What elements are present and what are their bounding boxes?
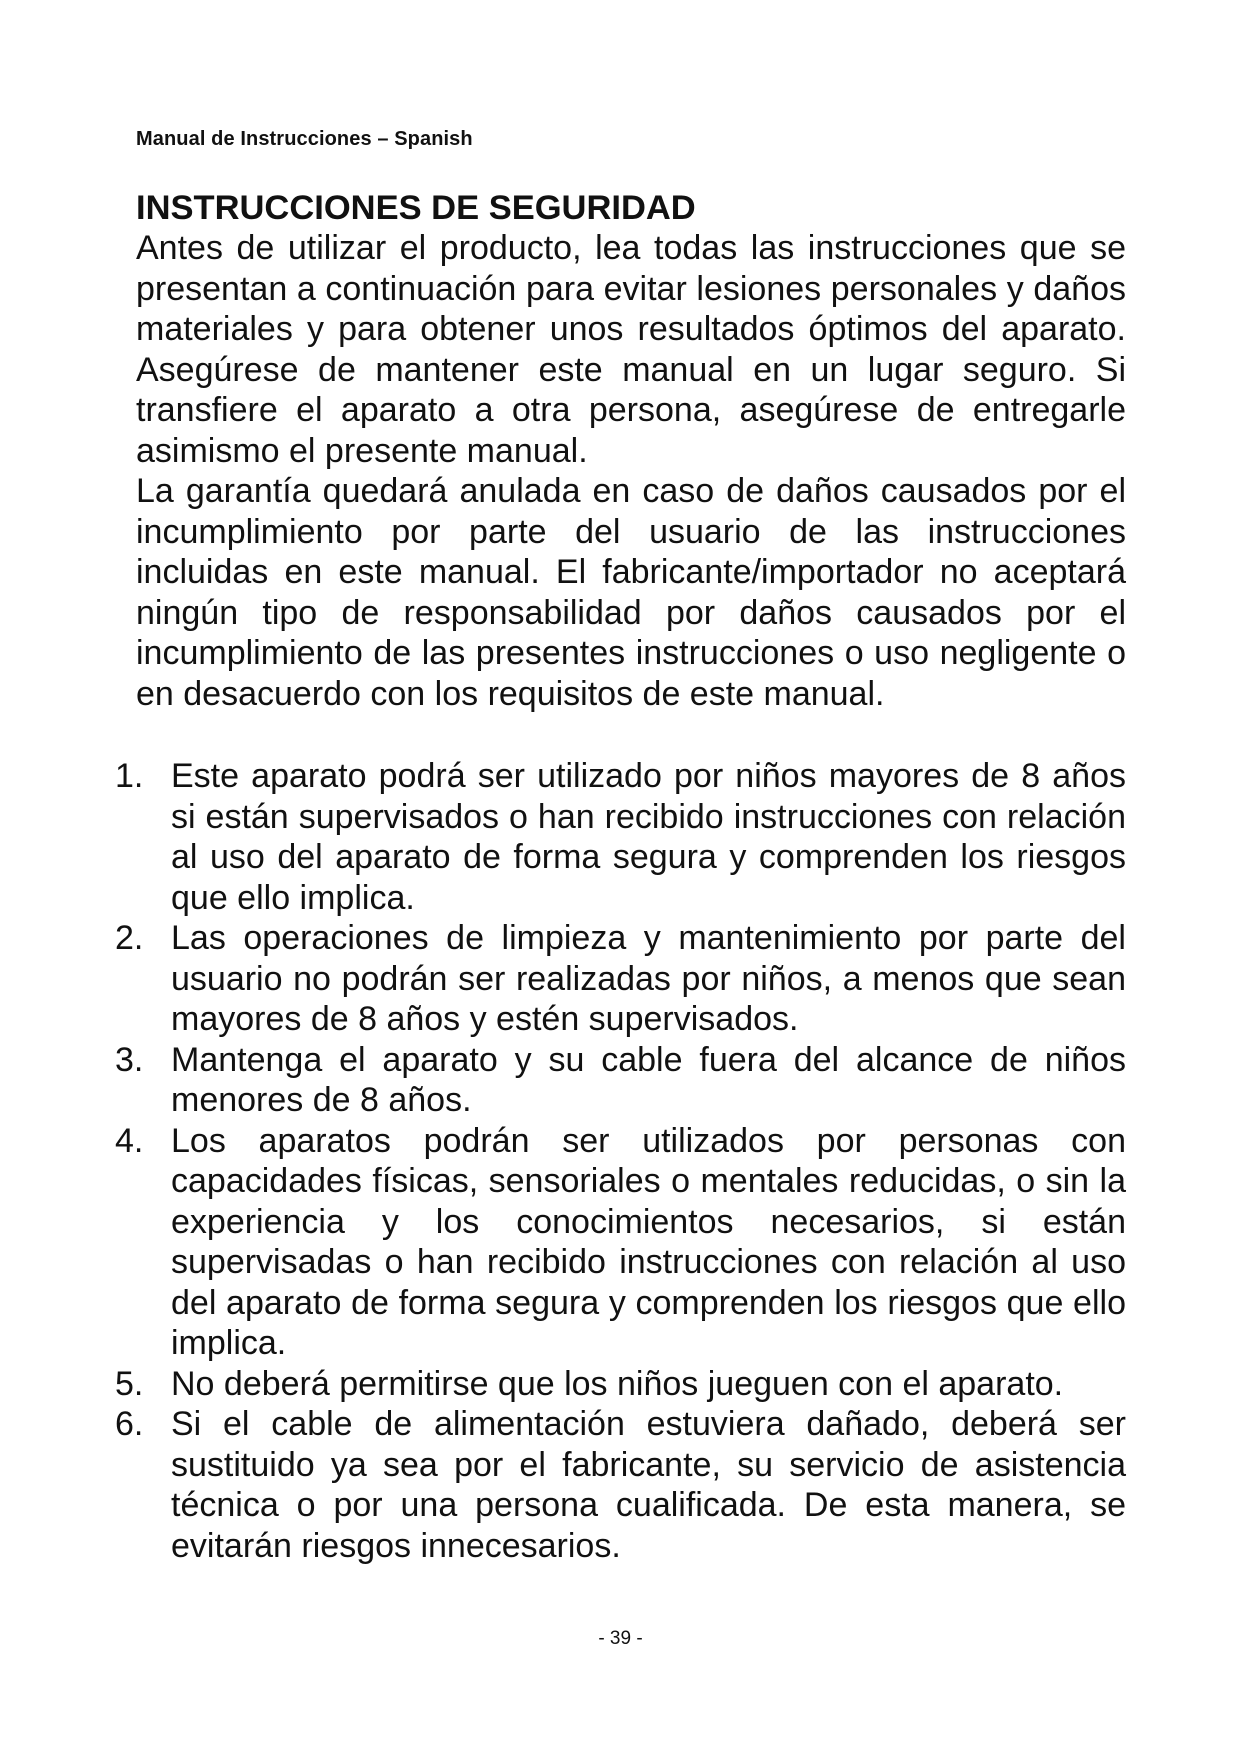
list-item-text: Los aparatos podrán ser utilizados por personas con capacidades físicas, sensoriales o mentales reducidas, o sin la experiencia y los conocimientos necesarios, si están supervisadas o han recibido instrucciones con relación al uso del aparato de forma segura y comprenden los riesgos que ello implica. [171,1121,1126,1362]
list-item-number: 5. [115,1364,144,1403]
intro-text [136,228,1126,714]
list-item [115,1121,1126,1364]
warranty-paragraph: La garantía quedará anulada en caso de daños causados por el incumplimiento por parte del usuario de las instrucciones incluidas en este manual. El fabricante/importador no aceptará ningún tipo de responsabilidad por daños causados por el incumplimiento de las presentes instrucciones o uso negligente o en desacuerdo con los requisitos de este manual. [136,472,1126,713]
list-item-number: 6. [115,1405,144,1443]
list-item-text: Mantenga el aparato y su cable fuera del alcance de niños menores de 8 años. [171,1040,1126,1119]
list-item [115,756,1126,918]
list-item [115,1040,1126,1121]
section-title: INSTRUCCIONES DE SEGURIDAD [136,189,696,227]
list-item-number: 1. [115,757,144,795]
list-item-text: Si el cable de alimentación estuviera dañado, deberá ser sustituido ya sea por el fabricante, su servicio de asistencia técnica o por una persona cualificada. De esta manera, se evitarán riesgos innecesarios. [171,1405,1126,1565]
list-item [115,1404,1126,1566]
list-item-text: Este aparato podrá ser utilizado por niños mayores de 8 años si están supervisados o han recibido instrucciones con relación al uso del aparato de forma segura y comprenden los riesgos que ello implica. [171,757,1126,917]
running-header: Manual de Instrucciones – Spanish [136,128,473,150]
list-item-number: 3. [115,1040,144,1079]
list-item-number: 4. [115,1121,144,1160]
list-item-text: No deberá permitirse que los niños jueguen con el aparato. [171,1364,1064,1403]
list-item-number: 2. [115,919,144,957]
list-item [115,918,1126,1040]
safety-instructions-list [115,756,1126,1566]
list-item [115,1364,1126,1405]
list-item-text: Las operaciones de limpieza y mantenimiento por parte del usuario no podrán ser realizadas por niños, a menos que sean mayores de 8 años y estén supervisados. [171,919,1126,1038]
intro-paragraph: Antes de utilizar el producto, lea todas las instrucciones que se presentan a continuación para evitar lesiones personales y daños materiales y para obtener unos resultados óptimos del aparato. Asegúrese de mantener este manual en un lugar seguro. Si transfiere el aparato a otra persona, asegúrese de entregarle asimismo el presente manual. [136,229,1126,470]
page-number: - 39 - [598,1628,643,1649]
